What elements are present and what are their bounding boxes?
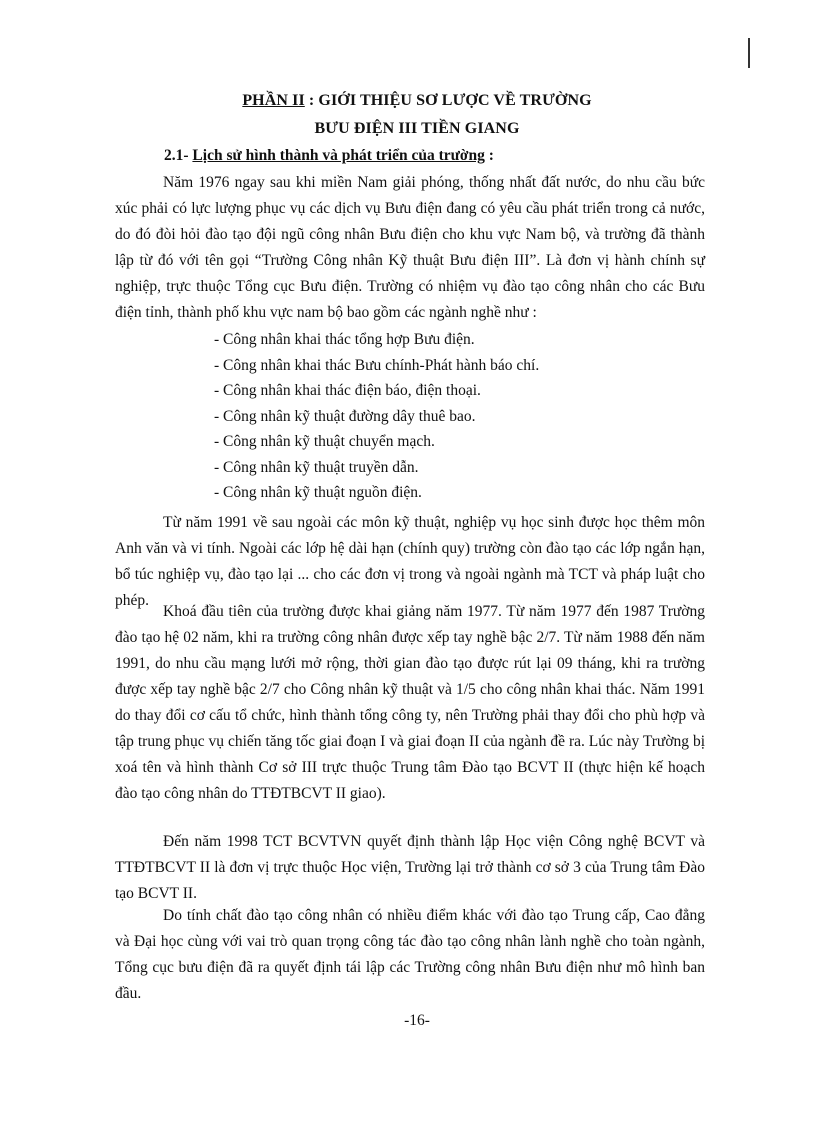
paragraph-1998 [115, 829, 705, 907]
list-item: - Công nhân khai thác tổng hợp Bưu điện. [214, 331, 475, 348]
section-title: Lịch sử hình thành và phát triển của trường [192, 147, 485, 164]
part-subtitle: BƯU ĐIỆN III TIỀN GIANG [314, 120, 520, 137]
part-title-text: : GIỚI THIỆU SƠ LƯỢC VỀ TRƯỜNG [308, 92, 592, 109]
section-colon: : [484, 147, 494, 164]
list-item: - Công nhân kỹ thuật đường dây thuê bao. [214, 407, 476, 425]
list-item: - Công nhân kỹ thuật chuyển mạch. [214, 433, 435, 450]
list-item: - Công nhân khai thác điện báo, điện thoại. [214, 382, 481, 399]
section-heading [164, 147, 494, 165]
paragraph-text: Từ năm 1991 về sau ngoài các môn kỹ thuật, nghiệp vụ học sinh được học thêm môn Anh văn và vi tính. Ngoài các lớp hệ dài hạn (chính quy) trường còn đào tạo các lớp ngắn hạn, bổ túc nghiệp vụ, đào tạo lại ... cho các đơn vị trong và ngoài ngành mà TCT và pháp luật cho phép. [115, 514, 705, 609]
trade-list [214, 327, 539, 506]
list-item: - Công nhân kỹ thuật nguồn điện. [214, 484, 422, 501]
part-title [0, 92, 816, 110]
paragraph-text: Do tính chất đào tạo công nhân có nhiều điểm khác với đào tạo Trung cấp, Cao đẳng và Đại học cùng với vai trò quan trọng công tác đào tạo công nhân lành nghề cho toàn ngành, Tổng cục bưu điện đã ra quyết định tái lập các Trường công nhân Bưu điện như mô hình ban đầu. [115, 907, 705, 1002]
paragraph-reestablishment [115, 903, 705, 1007]
section-number: 2.1- [164, 147, 189, 164]
page-number: -16- [404, 1012, 430, 1029]
paragraph-text: Đến năm 1998 TCT BCVTVN quyết định thành lập Học viện Công nghệ BCVT và TTĐTBCVT II là đơn vị trực thuộc Học viện, Trường lại trở thành cơ sở 3 của Trung tâm Đào tạo BCVT II. [115, 833, 705, 902]
paragraph-history-1976 [115, 170, 705, 326]
paragraph-first-course [115, 599, 705, 807]
list-item: - Công nhân kỹ thuật truyền dẫn. [214, 458, 419, 476]
paragraph-text: Khoá đầu tiên của trường được khai giảng năm 1977. Từ năm 1977 đến 1987 Trường đào tạo hệ 02 năm, khi ra trường công nhân được xếp tay nghề bậc 2/7. Từ năm 1988 đến năm 1991, do nhu cầu mạng lưới mở rộng, thời gian đào tạo được rút lại 09 tháng, khi ra trường được xếp tay nghề bậc 2/7 cho Công nhân kỹ thuật và 1/5 cho công nhân khai thác. Năm 1991 do thay đổi cơ cấu tổ chức, hình thành tổng công ty, nên Trường phải thay đổi cho phù hợp và tập trung phục vụ chiến tăng tốc giai đoạn I và giai đoạn II của ngành đề ra. Lúc này Trường bị xoá tên và hình thành Cơ sở III trực thuộc Trung tâm Đào tạo BCVT II (thực hiện kế hoạch đào tạo công nhân do TTĐTBCVT II giao). [115, 603, 705, 802]
scan-edge-mark [748, 38, 750, 68]
list-item: - Công nhân khai thác Bưu chính-Phát hành báo chí. [214, 356, 540, 374]
paragraph-text: Năm 1976 ngay sau khi miền Nam giải phóng, thống nhất đất nước, do nhu cầu bức xúc phải có lực lượng phục vụ các dịch vụ Bưu điện đang có yêu cầu phát triển trong cả nước, do đó đòi hỏi đào tạo đội ngũ công nhân Bưu điện cho khu vực Nam bộ, và trường đã thành lập từ đó với tên gọi “Trường Công nhân Kỹ thuật Bưu điện III”. Là đơn vị hành chính sự nghiệp, trực thuộc Tổng cục Bưu điện. Trường có nhiệm vụ đào tạo công nhân cho các Bưu điện tỉnh, thành phố khu vực nam bộ bao gồm các ngành nghề như : [115, 174, 705, 321]
part-label: PHẦN II [242, 92, 305, 109]
